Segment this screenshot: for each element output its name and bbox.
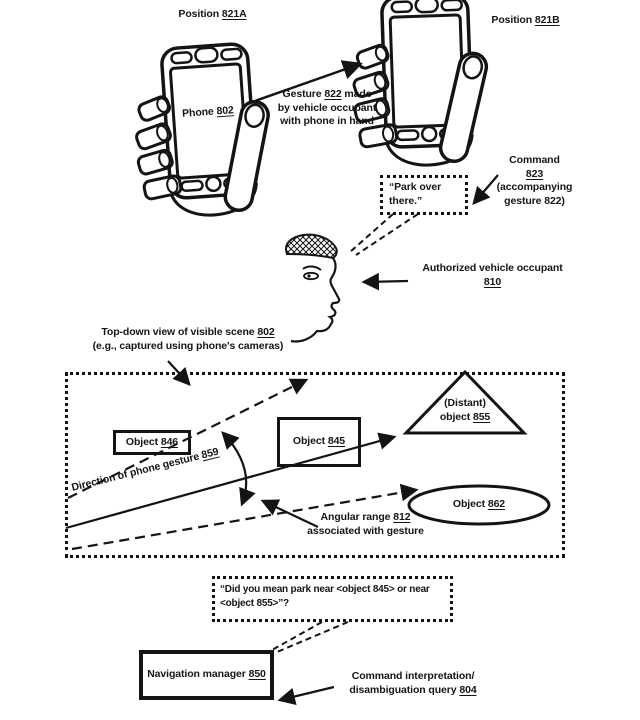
label-text: (accompanying gesture 822)	[496, 181, 573, 207]
ref-846: 846	[160, 435, 179, 448]
label-text: Position	[491, 14, 535, 26]
occupant-810-label	[405, 262, 580, 289]
object-846-label	[126, 436, 178, 450]
angular-range-label	[298, 511, 433, 538]
label-text: Command interpretation/	[351, 670, 475, 682]
phone-in-hand-position-821b	[350, 0, 493, 168]
ref-804: 804	[459, 683, 477, 696]
ref-859: 859	[200, 445, 220, 462]
label-text: Phone	[181, 105, 217, 120]
ref-802-scene: 802	[257, 326, 275, 338]
command-823-label	[477, 154, 592, 208]
label-text: (e.g., captured using phone's cameras)	[92, 339, 284, 352]
label-text: disambiguation query	[349, 683, 460, 696]
speech-bubble-query	[212, 576, 453, 622]
label-text: Gesture	[282, 88, 325, 100]
label-text: Object	[292, 435, 328, 448]
position-821a-label	[160, 8, 265, 22]
object-845-label	[293, 435, 345, 449]
object-846-box	[113, 430, 191, 455]
object-862-label	[419, 498, 539, 512]
label-text: associated with gesture	[307, 524, 424, 537]
gesture-822-label	[276, 88, 378, 129]
interpretation-arrow	[280, 687, 334, 700]
label-text: Position	[178, 8, 222, 20]
occupant-eyebrow	[303, 266, 321, 270]
occupant-hair	[286, 235, 337, 258]
query-text: “Did you mean park near <object 845> or near <object 855>”?	[220, 584, 430, 609]
label-text: Authorized vehicle occupant	[422, 262, 563, 274]
interpretation-label	[338, 670, 488, 697]
label-text: Top-down view of visible scene	[101, 326, 258, 338]
label-text: Object	[452, 498, 488, 510]
occupant-810-arrow	[364, 281, 408, 282]
topdown-view-label	[48, 326, 328, 353]
speech-bubble-park	[380, 175, 468, 215]
occupant-eye	[304, 273, 318, 279]
label-text: (Distant)	[444, 397, 486, 409]
speech-tail-line-2	[356, 214, 418, 255]
ref-802: 802	[216, 104, 235, 118]
navigation-manager-label	[147, 668, 266, 682]
object-855-label	[415, 397, 515, 424]
ref-821b: 821B	[534, 14, 560, 26]
occupant-pupil	[307, 274, 310, 277]
ref-821a: 821A	[221, 8, 247, 20]
label-text: made by vehicle occupant with phone in hand	[277, 88, 377, 127]
object-845-box	[277, 417, 361, 467]
navigation-manager-box	[139, 650, 274, 700]
ref-845: 845	[327, 435, 346, 448]
ref-855: 855	[472, 410, 491, 423]
query-tail-line-1	[272, 622, 322, 650]
label-text: Direction of phone gesture	[70, 449, 204, 494]
ref-850: 850	[248, 668, 266, 681]
ref-812: 812	[393, 511, 411, 523]
ref-862: 862	[487, 498, 506, 510]
label-text: Command	[509, 154, 560, 166]
position-821b-label	[478, 14, 573, 28]
label-text: object	[439, 410, 473, 423]
label-text: Angular range	[320, 511, 394, 523]
ref-823: 823	[525, 167, 544, 180]
speech-tail-line-1	[350, 214, 393, 252]
phone-in-hand-position-821a	[129, 42, 278, 220]
ref-822: 822	[324, 88, 342, 100]
label-text: Navigation manager	[147, 668, 249, 681]
ref-810: 810	[483, 275, 502, 288]
label-text: Object	[125, 435, 161, 448]
speech-text: “Park over there.”	[389, 181, 442, 207]
